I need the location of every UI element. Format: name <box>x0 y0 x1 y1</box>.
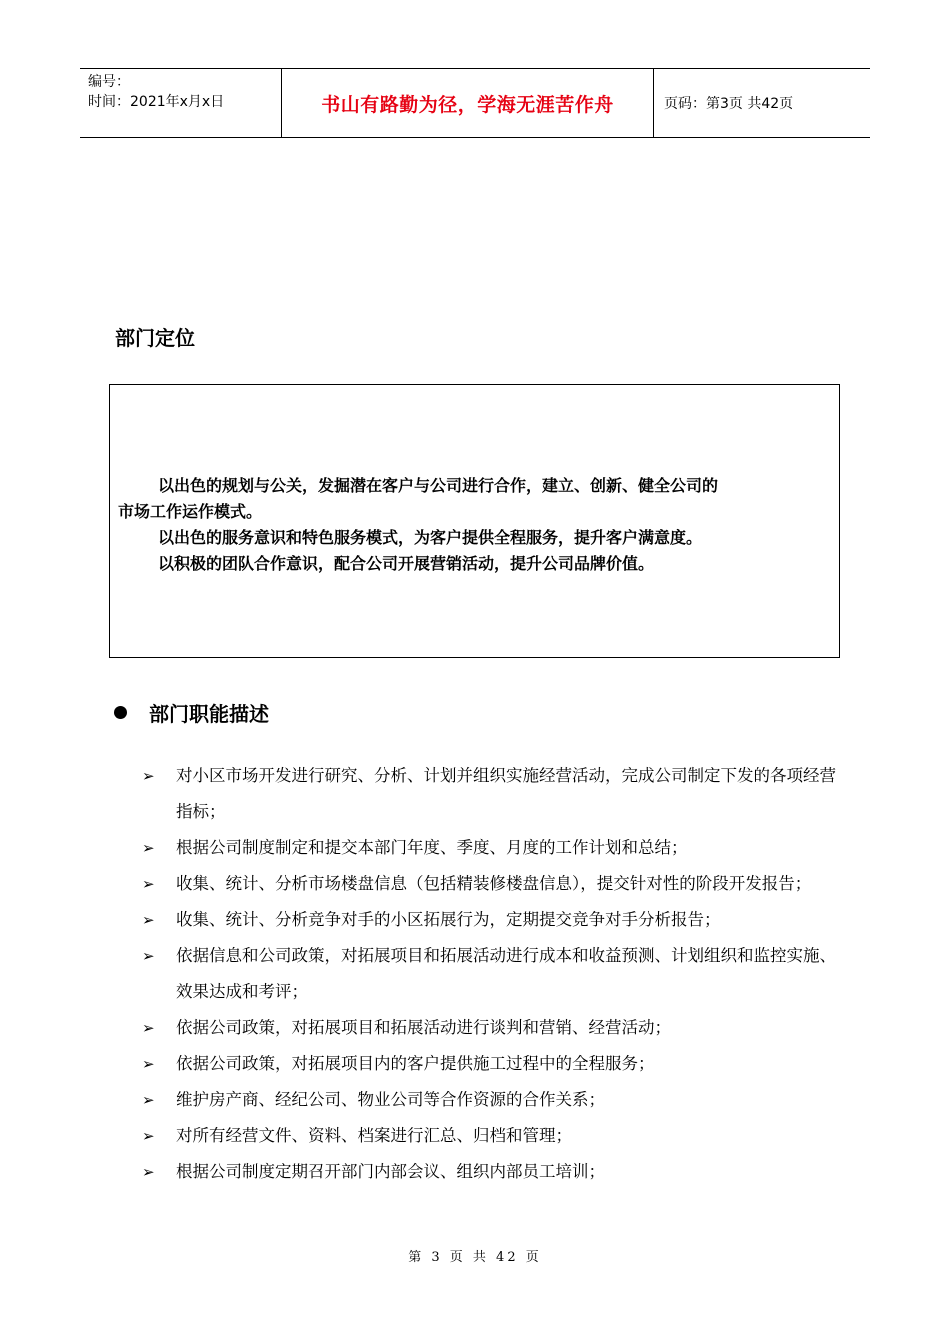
positioning-text <box>118 473 832 577</box>
header-meta <box>80 69 282 137</box>
positioning-paragraph: 以出色的服务意识和特色服务模式，为客户提供全程服务，提升客户满意度。 <box>158 528 703 547</box>
list-item-text: 根据公司制度制定和提交本部门年度、季度、月度的工作计划和总结； <box>176 838 688 857</box>
positioning-box <box>109 384 840 658</box>
list-item-text: 收集、统计、分析市场楼盘信息（包括精装修楼盘信息），提交针对性的阶段开发报告； <box>176 874 812 893</box>
arrow-bullet-icon: ➢ <box>142 875 155 893</box>
list-item-text: 对小区市场开发进行研究、分析、计划并组织实施经营活动，完成公司制定下发的各项经营指标； <box>176 766 836 821</box>
list-item-text: 依据公司政策，对拓展项目和拓展活动进行谈判和营销、经营活动； <box>176 1018 671 1037</box>
arrow-bullet-icon: ➢ <box>142 1019 155 1037</box>
arrow-bullet-icon: ➢ <box>142 839 155 857</box>
list-item <box>142 938 842 1010</box>
section-title-positioning: 部门定位 <box>115 326 195 350</box>
list-item-text: 对所有经营文件、资料、档案进行汇总、归档和管理； <box>176 1126 572 1145</box>
section-title-functions <box>114 698 269 727</box>
list-item-text: 依据信息和公司政策，对拓展项目和拓展活动进行成本和收益预测、计划组织和监控实施、效果达成和考评； <box>176 946 836 1001</box>
header-page-info: 页码：第3页 共42页 <box>664 96 794 112</box>
arrow-bullet-icon: ➢ <box>142 1091 155 1109</box>
page-header <box>80 68 870 138</box>
list-item-text: 收集、统计、分析竞争对手的小区拓展行为，定期提交竞争对手分析报告； <box>176 910 721 929</box>
positioning-paragraph: 以积极的团队合作意识，配合公司开展营销活动，提升公司品牌价值。 <box>158 554 655 573</box>
arrow-bullet-icon: ➢ <box>142 1055 155 1073</box>
time-label: 时间：2021年x月x日 <box>88 94 225 110</box>
arrow-bullet-icon: ➢ <box>142 1127 155 1145</box>
list-item <box>142 1118 842 1154</box>
positioning-paragraph: 市场工作运作模式。 <box>118 502 263 521</box>
bullet-dot-icon <box>114 706 127 719</box>
list-item-text: 根据公司制度定期召开部门内部会议、组织内部员工培训； <box>176 1162 605 1181</box>
list-item <box>142 1046 842 1082</box>
list-item <box>142 1082 842 1118</box>
list-item-text: 维护房产商、经纪公司、物业公司等合作资源的合作关系； <box>176 1090 605 1109</box>
list-item <box>142 830 842 866</box>
list-item <box>142 1154 842 1190</box>
number-label: 编号： <box>88 74 130 90</box>
list-item-text: 依据公司政策，对拓展项目内的客户提供施工过程中的全程服务； <box>176 1054 655 1073</box>
arrow-bullet-icon: ➢ <box>142 1163 155 1181</box>
arrow-bullet-icon: ➢ <box>142 911 155 929</box>
arrow-bullet-icon: ➢ <box>142 947 155 965</box>
functions-list <box>142 758 842 1190</box>
positioning-paragraph: 以出色的规划与公关，发掘潜在客户与公司进行合作，建立、创新、健全公司的 <box>158 476 719 495</box>
arrow-bullet-icon: ➢ <box>142 767 155 785</box>
list-item <box>142 1010 842 1046</box>
list-item <box>142 866 842 902</box>
header-motto: 书山有路勤为径，学海无涯苦作舟 <box>282 69 654 137</box>
page-footer: 第 3 页 共 42 页 <box>408 1250 542 1265</box>
functions-title: 部门职能描述 <box>149 702 269 726</box>
list-item <box>142 902 842 938</box>
list-item <box>142 758 842 830</box>
